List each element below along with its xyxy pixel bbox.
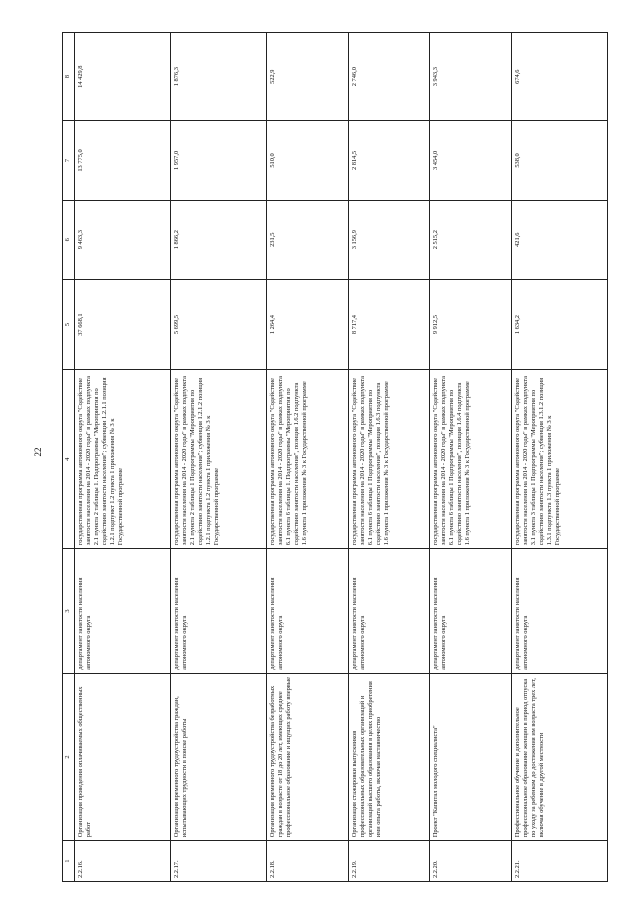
value-col6: 3 156,9: [348, 200, 430, 279]
table-row: [171, 33, 267, 882]
row-number: 2.2.20.: [430, 841, 512, 882]
column-header: 3: [63, 549, 75, 674]
funding-source: государственная программа автономного округа "Содействие занятости населения на 2014 - 2020 годы" в рамках подпункта 2.1 пункта 2 таблицы 1 Подпрограммы "Мероприятия по содействию занятости населения"; субвенция 1.2.1.2 позиция 1.2.1 подпункта 1.2 пункта 1 приложения № 3 к Государственной программе: [171, 370, 267, 549]
value-col6: 1 866,2: [171, 200, 267, 279]
funding-source: государственная программа автономного округа "Содействие занятости населения на 2014 - 2020 годы" в рамках подпункта 2.1 пункта 2 таблицы 1. Подпрограммы "Мероприятия по содействию занятости населения"; субвенции 1.2.1.1 позиция 1.2.1 подпункт 1.2 пункта 1 приложения № 3 к Государственной программе: [75, 370, 171, 549]
table-row: [348, 33, 430, 882]
row-number: 2.2.18.: [267, 841, 349, 882]
value-total: 1 264,4: [267, 279, 349, 370]
executor: департамент занятости населения автономного округа: [267, 549, 349, 674]
value-col7: 2 814,5: [348, 121, 430, 200]
funding-source: государственная программа автономного округа "Содействие занятости населения на 2014 - 2020 годы" в рамках подпункта 6.1 пункта 6 таблицы 1. Подпрограммы "Мероприятия по содействию занятости населения", позиция 1.6.2 подпункта 1.6 пункта 1 приложения № 3 к Государственной программе: [267, 370, 349, 549]
value-col8: 522,9: [267, 33, 349, 121]
measure-name: Организация временного трудоустройства граждан, испытывающих трудности в поиске работы: [171, 673, 267, 841]
column-header: 6: [63, 200, 75, 279]
column-header: 7: [63, 121, 75, 200]
value-col7: 13 775,0: [75, 121, 171, 200]
value-col6: 2 515,2: [430, 200, 512, 279]
funding-source: государственная программа автономного округа "Содействие занятости населения на 2014 - 2020 годы" в рамках подпункта 6.1 пункта 6 таблицы 1 Подпрограммы "Мероприятия по содействию занятости населения", позиция 1.6.3 подпункта 1.6 пункта 1 приложения № 3 к Государственной программе: [348, 370, 430, 549]
column-header: 2: [63, 673, 75, 841]
value-col8: 14 429,8: [75, 33, 171, 121]
measures-table: [62, 32, 608, 882]
funding-source: государственная программа автономного округа "Содействие занятости населения на 2014 - 2020 годы" в рамках подпункта 3.1 пункта 3 таблицы 1 Подпрограммы "Мероприятия по содействию занятости населения"; субвенция 1.3.1.2 позиция 1.3.1 подпункта 1.3 пункта 1 приложения № 3 к Государственной программе: [511, 370, 607, 549]
value-col7: 1 957,0: [171, 121, 267, 200]
table-row: [267, 33, 349, 882]
measure-name: Организация проведения оплачиваемых общественных работ: [75, 673, 171, 841]
value-total: 1 634,2: [511, 279, 607, 370]
header-row: [63, 33, 75, 882]
column-header: 1: [63, 841, 75, 882]
executor: департамент занятости населения автономного округа: [75, 549, 171, 674]
value-col8: 3 943,3: [430, 33, 512, 121]
value-total: 5 699,5: [171, 279, 267, 370]
row-number: 2.2.17.: [171, 841, 267, 882]
column-header: 4: [63, 370, 75, 549]
value-col6: 421,6: [511, 200, 607, 279]
measure-name: Профессиональное обучение и дополнительное профессиональное образование женщин в период отпуска по уходу за ребенком до достижения им возраста трех лет, включая обучение в другой местности: [511, 673, 607, 841]
row-number: 2.2.21.: [511, 841, 607, 882]
executor: департамент занятости населения автономного округа: [430, 549, 512, 674]
measure-name: Организация временного трудоустройства безработных граждан в возрасте от 18 до 20 лет, имеющих среднее профессиональное образование и ищущих работу впервые: [267, 673, 349, 841]
value-col6: 231,5: [267, 200, 349, 279]
row-number: 2.2.16.: [75, 841, 171, 882]
column-header: 5: [63, 279, 75, 370]
value-total: 37 668,1: [75, 279, 171, 370]
executor: департамент занятости населения автономного округа: [348, 549, 430, 674]
table-container: [62, 32, 608, 882]
value-col7: 538,0: [511, 121, 607, 200]
table-row: [511, 33, 607, 882]
value-col7: 510,0: [267, 121, 349, 200]
funding-source: государственная программа автономного округа "Содействие занятости населения на 2014 - 2020 годы" в рамках подпункта 6.1 пункта 6 таблицы 1 Подпрограммы "Мероприятия по содействию занятости населения", позиция 1.6.4 подпункта 1.6 пункта 1 приложения № 3 к Государственной программе: [430, 370, 512, 549]
value-col8: 1 876,3: [171, 33, 267, 121]
executor: департамент занятости населения автономного округа: [171, 549, 267, 674]
page-number: 22: [33, 447, 43, 457]
row-number: 2.2.19.: [348, 841, 430, 882]
table-row: [75, 33, 171, 882]
value-total: 9 912,5: [430, 279, 512, 370]
measure-name: Проект "Капитал молодого специалиста": [430, 673, 512, 841]
value-col8: 2 746,0: [348, 33, 430, 121]
column-header: 8: [63, 33, 75, 121]
value-col6: 9 463,3: [75, 200, 171, 279]
value-col7: 3 454,0: [430, 121, 512, 200]
table-row: [430, 33, 512, 882]
value-col8: 674,6: [511, 33, 607, 121]
executor: департамент занятости населения автономного округа: [511, 549, 607, 674]
measure-name: Организация стажировки выпускников профессиональных образовательных организаций и организаций высшего образования в целях приобретения ими опыта работы, включая наставничество: [348, 673, 430, 841]
value-total: 8 717,4: [348, 279, 430, 370]
